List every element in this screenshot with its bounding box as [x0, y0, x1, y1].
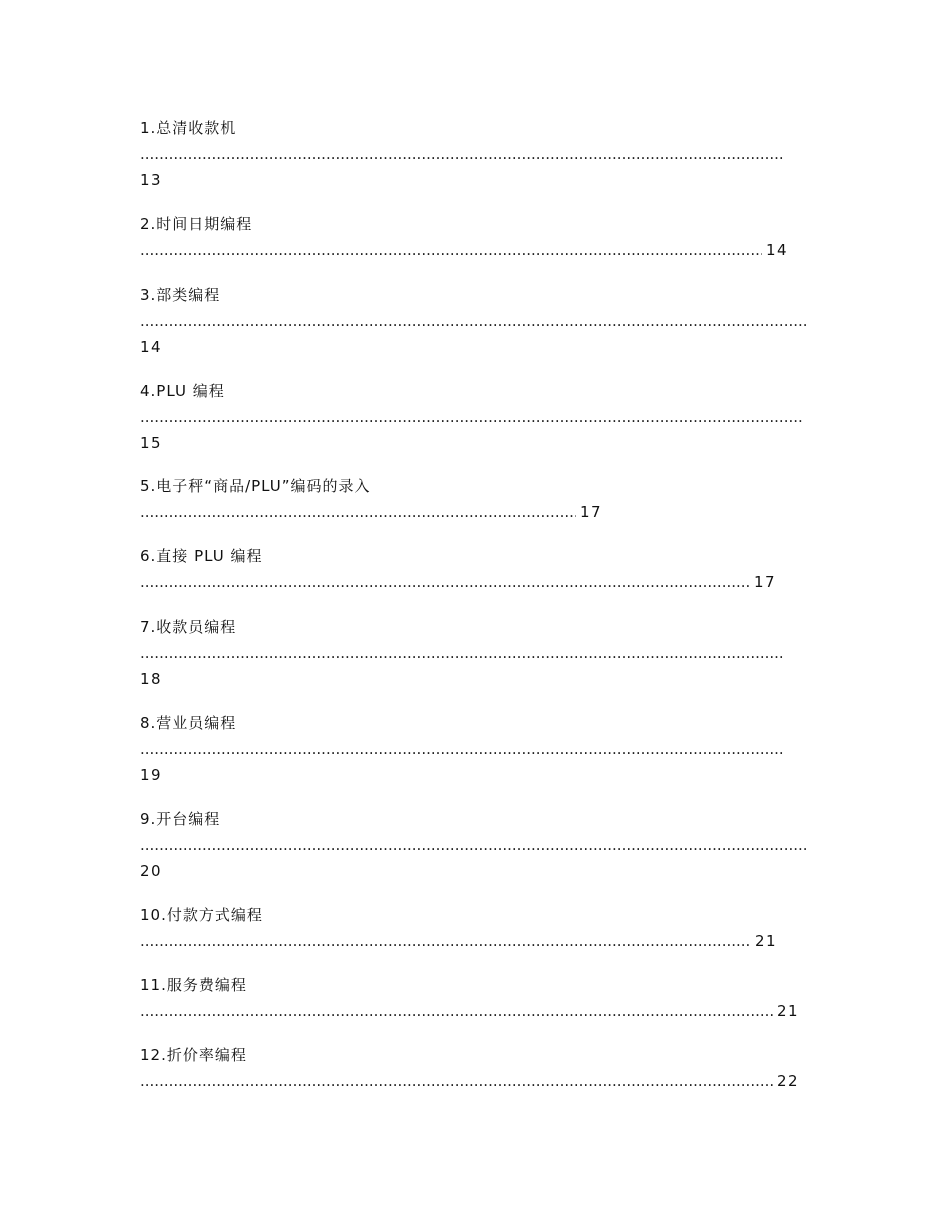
toc-page-number: 14: [766, 241, 789, 259]
toc-leader: [140, 1002, 799, 1020]
toc-entry-title[interactable]: 2.时间日期编程: [140, 215, 253, 233]
toc-entry-title[interactable]: 11.服务费编程: [140, 976, 247, 994]
toc-leader: [140, 145, 785, 163]
toc-page-number: 13: [140, 171, 163, 189]
dot-leader: [140, 1002, 773, 1020]
toc-leader: [140, 573, 776, 591]
dot-leader: [140, 932, 751, 950]
toc-leader: [140, 836, 808, 854]
dot-leader: [140, 740, 785, 758]
toc-entry-title[interactable]: 10.付款方式编程: [140, 906, 263, 924]
toc-leader: [140, 312, 808, 330]
table-of-contents: [140, 0, 820, 1230]
toc-entry-title[interactable]: 7.收款员编程: [140, 618, 237, 636]
dot-leader: [140, 241, 762, 259]
toc-leader: [140, 932, 777, 950]
toc-page-number: 19: [140, 766, 163, 784]
dot-leader: [140, 573, 750, 591]
toc-page-number: 21: [777, 1002, 800, 1020]
toc-entry-title[interactable]: 4.PLU 编程: [140, 382, 225, 400]
dot-leader: [140, 1072, 773, 1090]
toc-entry-title[interactable]: 5.电子秤“商品/PLU”编码的录入: [140, 477, 371, 495]
toc-entry-title[interactable]: 9.开台编程: [140, 810, 221, 828]
toc-leader: [140, 1072, 799, 1090]
toc-leader: [140, 241, 788, 259]
toc-entry-title[interactable]: 1.总清收款机: [140, 119, 237, 137]
toc-entry-title[interactable]: 3.部类编程: [140, 286, 221, 304]
toc-page-number: 22: [777, 1072, 800, 1090]
toc-page-number: 15: [140, 434, 163, 452]
toc-entry-title[interactable]: 8.营业员编程: [140, 714, 237, 732]
toc-leader: [140, 740, 785, 758]
dot-leader: [140, 145, 785, 163]
toc-entry-title[interactable]: 12.折价率编程: [140, 1046, 247, 1064]
toc-page-number: 18: [140, 670, 163, 688]
dot-leader: [140, 312, 808, 330]
toc-leader: [140, 644, 785, 662]
toc-leader: [140, 408, 802, 426]
toc-entry-title[interactable]: 6.直接 PLU 编程: [140, 547, 263, 565]
toc-page-number: 21: [755, 932, 778, 950]
dot-leader: [140, 836, 808, 854]
toc-page-number: 17: [580, 503, 603, 521]
dot-leader: [140, 408, 802, 426]
toc-page-number: 17: [754, 573, 777, 591]
dot-leader: [140, 503, 576, 521]
toc-leader: [140, 503, 602, 521]
toc-page-number: 14: [140, 338, 163, 356]
toc-page-number: 20: [140, 862, 163, 880]
dot-leader: [140, 644, 785, 662]
